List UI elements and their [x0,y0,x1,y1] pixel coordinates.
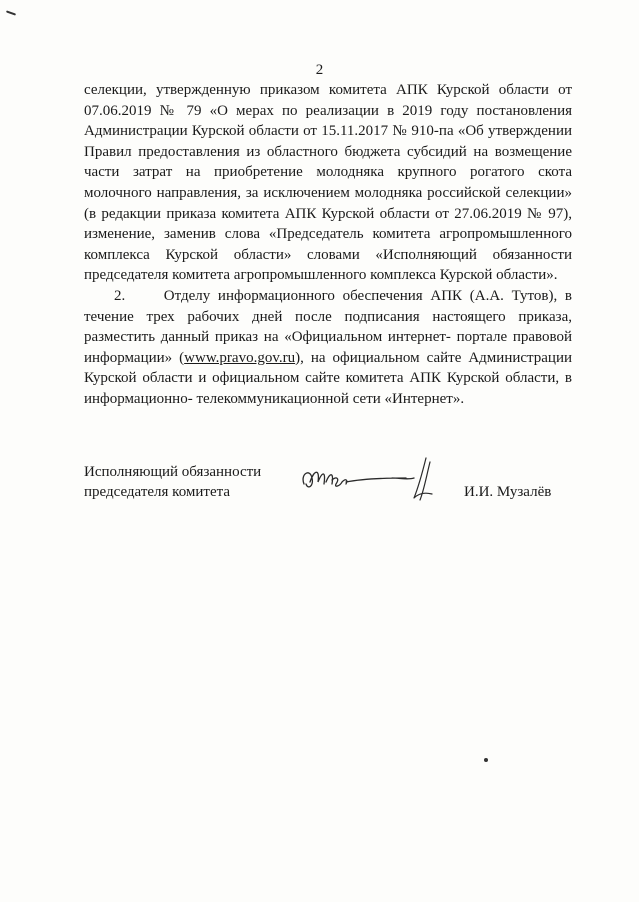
signatory-title-line2: председателя комитета [84,484,231,500]
paragraph-item-2 [84,286,572,410]
pravo-link[interactable]: www.pravo.gov.ru [184,349,296,366]
handwritten-signature-icon [296,454,446,504]
signatory-title [84,462,261,502]
document-body [84,80,572,410]
item-number: 2. [114,287,126,304]
paragraph-continuation: селекции, утвержденную приказом комитета АПК Курской области от 07.06.2019 № 79 «О мерах по реализации в 2019 году постановления Администрации Курской области от 15.11.2017 № 910-па «Об утверждении Правил предоставления из областного бюджета субсидий на возмещение части затрат на приобретение молодняка крупного рогатого скота молочного направления, за исключением молодняка российской селекции» (в редакции приказа комитета АПК Курской области от 27.06.2019 № 97), изменение, заменив слова «Председатель комитета агропромышленного комплекса Курской области» словами «Исполняющий обязанности председателя комитета агропромышленного комплекса Курской области». [84,82,572,284]
item-text-end: ), на официальном сайте Администрации Курской области и официальном сайте комитета АПК Курской области, в информационно- телекоммуникационной сети «Интернет». [84,349,573,407]
signature-block [84,462,584,512]
scan-speck [484,758,488,762]
signatory-title-line1: Исполняющий обязанности [84,464,262,480]
item-text-start: Отделу информационного обеспечения АПК (А.А. Тутов), в течение трех рабочих дней после подписания настоящего приказа, разместить данный приказ на «Официальном интернет- портале правовой информации» ( [84,287,572,366]
scan-speck [6,10,16,15]
signatory-name: И.И. Музалёв [464,484,552,500]
page-number: 2 [315,62,324,78]
